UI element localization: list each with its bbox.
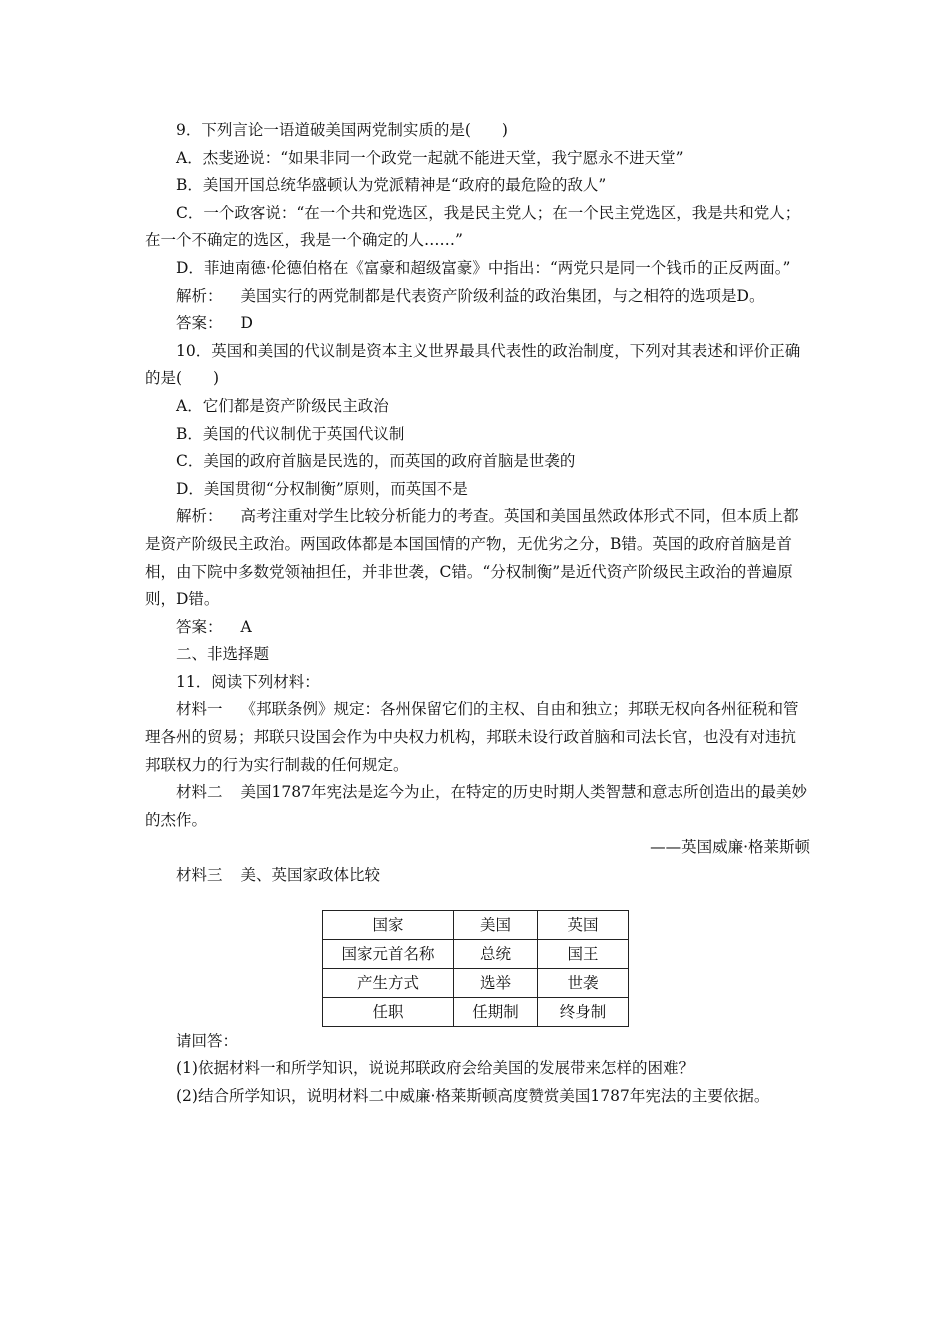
- answer-prompt: 请回答：: [176, 1031, 239, 1050]
- table-header-cell: 国家: [323, 910, 454, 939]
- material-label: 材料一: [176, 700, 223, 719]
- q10-answer: [145, 614, 810, 642]
- material-label: 材料三: [176, 866, 223, 885]
- q10-stem: 10．英国和美国的代议制是资本主义世界最具代表性的政治制度，下列对其表述和评价正确的是( ): [145, 341, 801, 388]
- q9-option-b: B．美国开国总统华盛顿认为党派精神是“政府的最危险的敌人”: [176, 176, 607, 195]
- answer-label: 答案：: [176, 314, 223, 333]
- table-row: [323, 968, 629, 997]
- table-cell: 任期制: [454, 997, 538, 1026]
- table-row: [323, 939, 629, 968]
- material-2: [145, 779, 810, 834]
- material-1: [145, 696, 810, 779]
- table-header-cell: 美国: [454, 910, 538, 939]
- sub-question-2: (2)结合所学知识，说明材料二中威廉·格莱斯顿高度赞赏美国1787年宪法的主要依据。: [176, 1086, 770, 1105]
- table-cell: 世袭: [538, 968, 629, 997]
- sub-question-1: (1)依据材料一和所学知识，说说邦联政府会给美国的发展带来怎样的困难？: [176, 1059, 694, 1078]
- q9-option-d: D．菲迪南德·伦德伯格在《富豪和超级富豪》中指出：“两党只是同一个钱币的正反两面。”: [176, 258, 791, 277]
- analysis-text: 美国实行的两党制都是代表资产阶级利益的政治集团，与之相符的选项是D。: [240, 286, 765, 305]
- section-heading: 二、非选择题: [176, 645, 270, 664]
- analysis-text: 高考注重对学生比较分析能力的考查。英国和美国虽然政体形式不同，但本质上都是资产阶级民主政治。两国政体都是本国国情的产物，无优劣之分，B错。英国的政府首脑是首相，由下院中多数党领袖担任，并非世袭，C错。“分权制衡”是近代资产阶级民主政治的普遍原则，D错。: [145, 507, 799, 609]
- q10-option-b: B．美国的代议制优于英国代议制: [176, 424, 405, 443]
- q11-stem: 11．阅读下列材料：: [176, 672, 320, 691]
- q10-option-c: C．美国的政府首脑是民选的，而英国的政府首脑是世袭的: [176, 452, 576, 471]
- analysis-label: 解析：: [176, 507, 223, 526]
- table-cell: 终身制: [538, 997, 629, 1026]
- q9-answer: [145, 310, 810, 338]
- q10-option-a: A．它们都是资产阶级民主政治: [176, 396, 389, 415]
- answer-label: 答案：: [176, 617, 223, 636]
- table-cell: 总统: [454, 939, 538, 968]
- table-cell: 产生方式: [323, 968, 454, 997]
- table-cell: 选举: [454, 968, 538, 997]
- comparison-table: [322, 910, 629, 1027]
- table-cell: 国家元首名称: [323, 939, 454, 968]
- q9-analysis: [145, 283, 810, 311]
- q9-option-a: A．杰斐逊说：“如果非同一个政党一起就不能进天堂，我宁愿永不进天堂”: [176, 148, 684, 167]
- analysis-label: 解析：: [176, 286, 223, 305]
- material-text: 美、英国家政体比较: [240, 866, 381, 885]
- q10-analysis: [145, 503, 810, 613]
- table-cell: 国王: [538, 939, 629, 968]
- material-text: 《邦联条例》规定：各州保留它们的主权、自由和独立；邦联无权向各州征税和管理各州的贸易；邦联只设国会作为中央权力机构，邦联未设行政首脑和司法长官，也没有对违抗邦联权力的行为实行制裁的任何规定。: [145, 700, 799, 774]
- q9-option-c: C．一个政客说：“在一个共和党选区，我是民主党人；在一个民主党选区，我是共和党人；在一个不确定的选区，我是一个确定的人……”: [145, 203, 801, 250]
- table-header-cell: 英国: [538, 910, 629, 939]
- table-cell: 任职: [323, 997, 454, 1026]
- material-label: 材料二: [176, 783, 223, 802]
- material-text: 美国1787年宪法是迄今为止，在特定的历史时期人类智慧和意志所创造出的最美妙的杰作。: [145, 783, 807, 829]
- table-row: [323, 997, 629, 1026]
- table-header-row: [323, 910, 629, 939]
- answer-value: A: [240, 617, 252, 636]
- material-3: [145, 862, 810, 890]
- q9-stem: 9．下列言论一语道破美国两党制实质的是( ): [176, 121, 508, 139]
- q10-option-d: D．美国贯彻“分权制衡”原则，而英国不是: [176, 479, 468, 498]
- document-page: [145, 117, 810, 1110]
- answer-value: D: [240, 314, 253, 333]
- material-2-source: ——英国威廉·格莱斯顿: [650, 838, 810, 857]
